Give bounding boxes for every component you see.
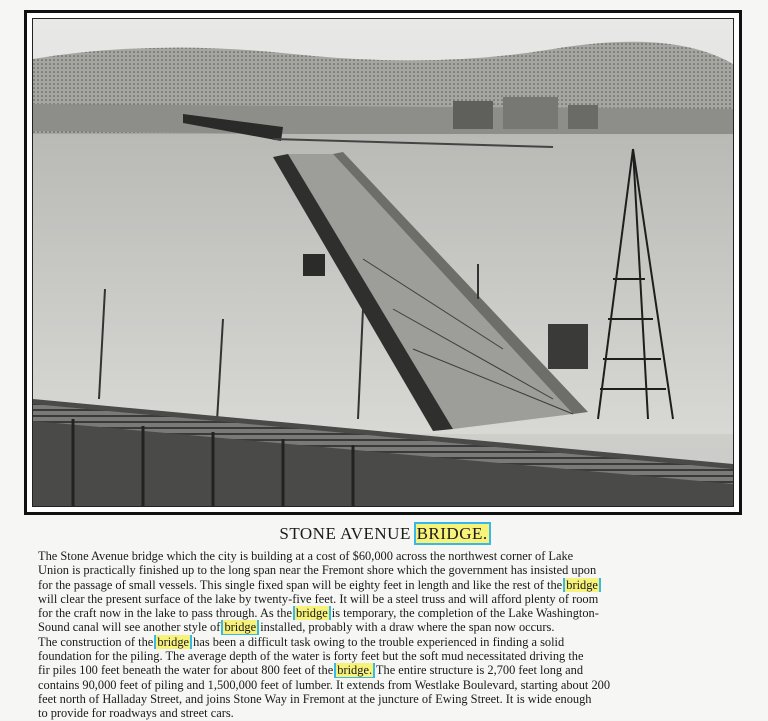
article-headline [0,524,768,544]
photo-image [33,19,733,506]
article-text: has been a difficult task owing to the trouble experienced in finding a solid [190,634,565,649]
article-text: contains 90,000 feet of piling and 1,500,000 feet of lumber. It extends from Westlake Boulevard, starting about 200 [38,677,611,692]
article-text: is temporary, the completion of the Lake Washington- [328,606,599,621]
article-text: for the craft now in the lake to pass through. As the [38,606,296,621]
article-text: foundation for the piling. The average depth of the water is forty feet but the soft mud necessitated driving the [38,649,584,664]
bridge-photograph [32,18,734,507]
article-text: The entire structure is 2,700 feet long and [373,663,584,678]
article-line [38,635,758,649]
article-line [38,649,758,663]
highlighted-word: bridge. [337,663,373,678]
article-line [38,692,758,706]
highlighted-word: bridge [224,620,257,635]
article-line [38,592,758,606]
article-body [38,549,758,721]
photo-frame [24,10,742,515]
article-line [38,678,758,692]
highlighted-word: bridge [157,634,190,649]
article-text: Sound canal will see another style of [38,620,224,635]
article-text: to provide for roadways and street cars. [38,706,234,721]
article-text: fir piles 100 feet beneath the water for about 800 feet of the [38,663,337,678]
headline-text: STONE AVENUE [279,524,416,543]
headline-highlight: BRIDGE. [416,524,488,543]
article-text: The Stone Avenue bridge which the city is building at a cost of $60,000 across the northwest corner of Lake [38,549,574,563]
article-line [38,663,758,677]
article-line [38,563,758,577]
article-line [38,578,758,592]
article-text: The construction of the [38,634,157,649]
article-text: Union is practically finished up to the long span near the Fremont shore which the government has insisted upon [38,563,597,578]
highlighted-word: bridge [566,577,598,592]
article-line [38,620,758,634]
article-line [38,706,758,720]
article-text: feet north of Halladay Street, and joins Stone Way in Fremont at the juncture of Ewing Street. It is wide enough [38,691,592,706]
article-text: will clear the present surface of the lake by twenty-five feet. It will be a steel truss and will afford plenty of room [38,591,599,606]
highlighted-word: bridge [296,606,328,621]
article-text: for the passage of small vessels. This single fixed span will be eighty feet in length and like the rest of the [38,577,566,592]
article-line [38,549,758,563]
article-line [38,606,758,620]
article-text: installed, probably with a draw where the span now occurs. [257,620,555,635]
